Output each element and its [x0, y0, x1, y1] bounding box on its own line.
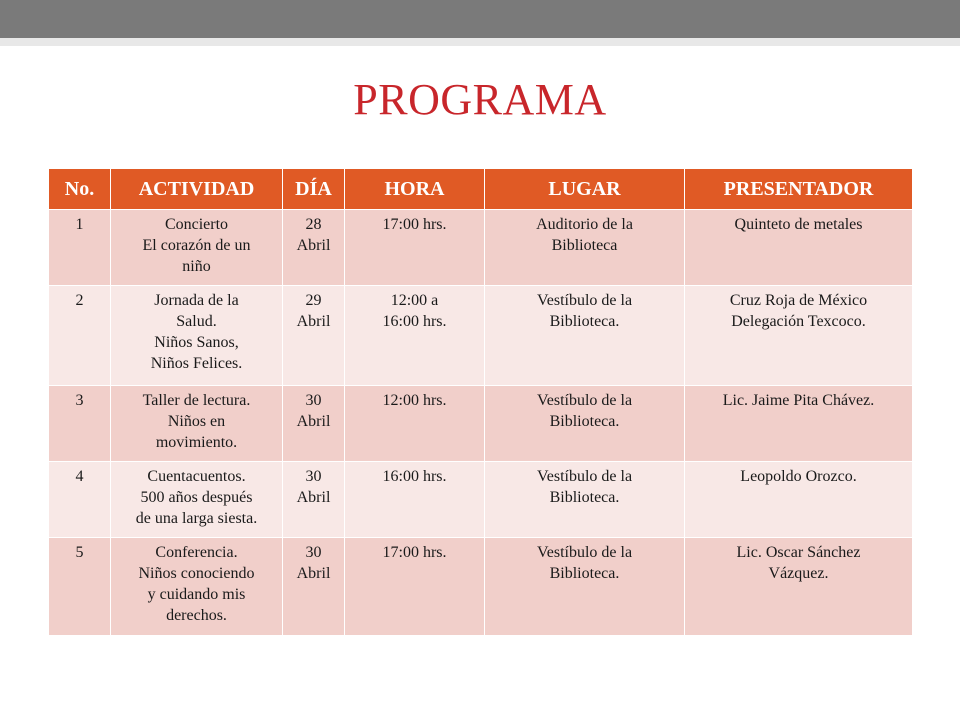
cell-text: Vestíbulo de la: [536, 292, 633, 309]
cell-text: 16:00 hrs.: [382, 313, 447, 330]
cell-text: Niños Sanos,: [154, 334, 239, 351]
cell-text: 500 años después: [140, 489, 253, 506]
cell-text: 12:00 hrs.: [382, 392, 447, 409]
cell-text: Salud.: [176, 313, 217, 330]
cell-text: 4: [75, 468, 84, 485]
header-actividad: ACTIVIDAD: [111, 169, 283, 210]
cell-lugar: [485, 538, 685, 636]
cell-no: [49, 210, 111, 286]
cell-text: 29: [305, 292, 322, 309]
cell-text: Biblioteca.: [549, 489, 620, 506]
cell-presentador: [685, 538, 913, 636]
header-no: No.: [49, 169, 111, 210]
cell-text: Quinteto de metales: [734, 216, 863, 233]
cell-text: Abril: [296, 313, 331, 330]
cell-dia: [283, 286, 345, 386]
cell-text: 30: [305, 392, 322, 409]
cell-text: Vestíbulo de la: [536, 392, 633, 409]
table-row: [49, 286, 913, 386]
cell-presentador: [685, 210, 913, 286]
cell-hora: [345, 286, 485, 386]
cell-no: [49, 386, 111, 462]
cell-no: [49, 462, 111, 538]
cell-text: 1: [75, 216, 84, 233]
cell-text: Niños conociendo: [138, 565, 255, 582]
cell-text: Biblioteca.: [549, 413, 620, 430]
cell-text: Vestíbulo de la: [536, 544, 633, 561]
cell-actividad: [111, 538, 283, 636]
cell-text: y cuidando mis: [147, 586, 246, 603]
cell-text: Niños en: [167, 413, 226, 430]
cell-text: 5: [75, 544, 84, 561]
table-row: [49, 538, 913, 636]
table-row: [49, 462, 913, 538]
cell-text: 3: [75, 392, 84, 409]
cell-text: Cuentacuentos.: [147, 468, 246, 485]
header-hora: HORA: [345, 169, 485, 210]
cell-actividad: [111, 286, 283, 386]
cell-text: de una larga siesta.: [135, 510, 258, 527]
cell-text: Cruz Roja de México: [729, 292, 868, 309]
cell-text: Abril: [296, 489, 331, 506]
cell-dia: [283, 538, 345, 636]
cell-hora: [345, 538, 485, 636]
program-table: [48, 168, 913, 636]
cell-dia: [283, 462, 345, 538]
cell-text: Abril: [296, 237, 331, 254]
cell-lugar: [485, 386, 685, 462]
cell-presentador: [685, 286, 913, 386]
cell-presentador: [685, 462, 913, 538]
cell-hora: [345, 462, 485, 538]
cell-text: derechos.: [166, 607, 227, 624]
cell-dia: [283, 210, 345, 286]
cell-text: El corazón de un: [142, 237, 251, 254]
cell-text: Leopoldo Orozco.: [740, 468, 857, 485]
cell-text: Vestíbulo de la: [536, 468, 633, 485]
cell-text: Lic. Jaime Pita Chávez.: [722, 392, 875, 409]
cell-text: Biblioteca: [551, 237, 618, 254]
cell-text: Biblioteca.: [549, 565, 620, 582]
cell-text: 2: [75, 292, 84, 309]
cell-text: Biblioteca.: [549, 313, 620, 330]
cell-text: Abril: [296, 413, 331, 430]
cell-text: Lic. Oscar Sánchez: [736, 544, 861, 561]
cell-text: movimiento.: [155, 434, 238, 451]
cell-text: Conferencia.: [155, 544, 238, 561]
header-dia: DÍA: [283, 169, 345, 210]
cell-actividad: [111, 386, 283, 462]
top-bar-underline: [0, 38, 960, 46]
cell-text: Taller de lectura.: [142, 392, 251, 409]
cell-lugar: [485, 462, 685, 538]
cell-text: Delegación Texcoco.: [731, 313, 866, 330]
cell-lugar: [485, 286, 685, 386]
cell-no: [49, 286, 111, 386]
cell-text: Auditorio de la: [536, 216, 633, 233]
header-presentador: PRESENTADOR: [685, 169, 913, 210]
cell-actividad: [111, 210, 283, 286]
cell-text: 16:00 hrs.: [382, 468, 447, 485]
cell-text: Concierto: [164, 216, 229, 233]
cell-text: Niños Felices.: [150, 355, 243, 372]
cell-actividad: [111, 462, 283, 538]
cell-text: Abril: [296, 565, 331, 582]
cell-text: Jornada de la: [154, 292, 239, 309]
cell-text: 17:00 hrs.: [382, 216, 447, 233]
top-bar: [0, 0, 960, 38]
header-lugar: LUGAR: [485, 169, 685, 210]
cell-hora: [345, 386, 485, 462]
cell-text: niño: [182, 258, 211, 275]
page-title: PROGRAMA: [353, 75, 607, 124]
cell-lugar: [485, 210, 685, 286]
cell-hora: [345, 210, 485, 286]
cell-text: 28: [305, 216, 322, 233]
cell-text: 17:00 hrs.: [382, 544, 447, 561]
table-row: [49, 386, 913, 462]
cell-text: 30: [305, 468, 322, 485]
cell-text: Vázquez.: [768, 565, 829, 582]
cell-dia: [283, 386, 345, 462]
cell-text: 12:00 a: [390, 292, 439, 309]
table-header-row: [49, 169, 913, 210]
cell-presentador: [685, 386, 913, 462]
table-row: [49, 210, 913, 286]
cell-text: 30: [305, 544, 322, 561]
cell-no: [49, 538, 111, 636]
